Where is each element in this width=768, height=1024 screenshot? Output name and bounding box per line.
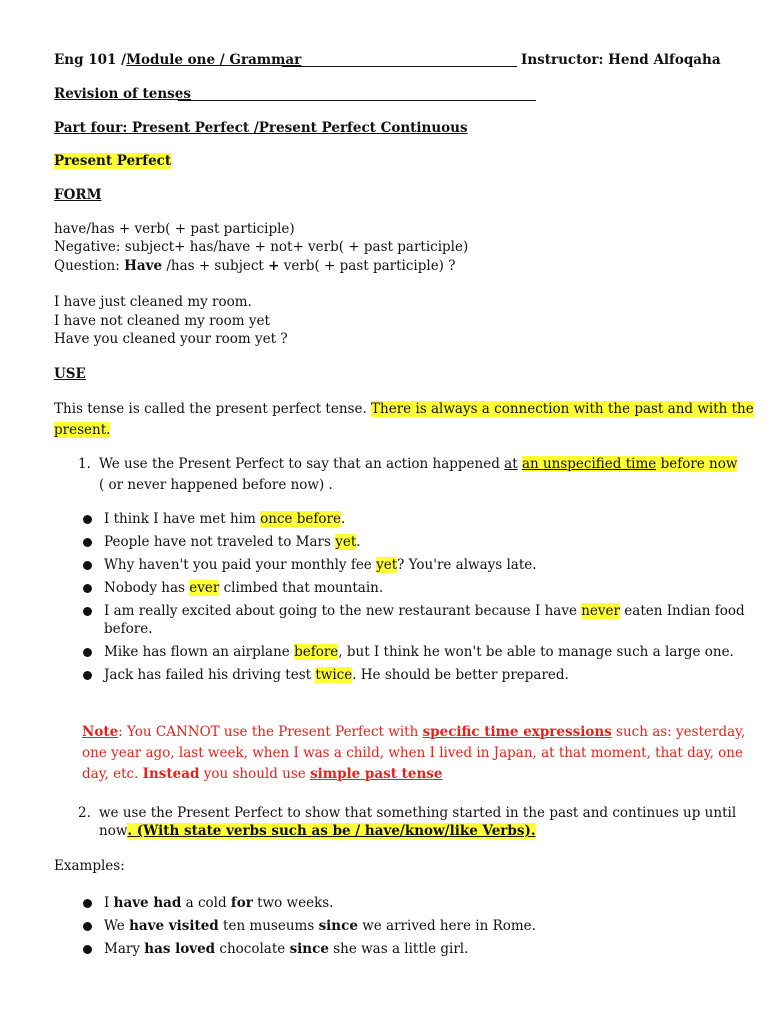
use-intro-line-2 <box>54 421 110 439</box>
bullet-icon <box>83 945 92 954</box>
point-1-at: at <box>504 456 518 472</box>
part-title: Part four: Present Perfect /Present Perfect Continuous <box>54 120 468 136</box>
bullet-5-text-line-2: before. <box>104 621 153 637</box>
note-line-3: day, etc. Instead you should use simple past tense <box>82 766 443 782</box>
example-bullet-1: I have had a cold for two weeks. <box>104 895 334 911</box>
form-example-3: Have you cleaned your room yet ? <box>54 331 288 347</box>
point-1-pre: We use the Present Perfect to say that an action happened <box>99 456 505 472</box>
example-bullet-3: Mary has loved chocolate since she was a little girl. <box>104 941 469 957</box>
point-1-before-now: before now <box>660 456 738 472</box>
use-heading: USE <box>54 366 86 382</box>
point-1-line-1 <box>99 455 737 473</box>
form-heading: FORM <box>54 187 102 203</box>
bullet-6-text: Mike has flown an airplane before, but I think he won't be able to manage such a large one. <box>104 644 734 660</box>
point-2-line-2: now. (With state verbs such as be / have/know/like Verbs). <box>99 823 536 839</box>
header-course <box>54 52 301 68</box>
point-1-number: 1. <box>78 456 91 472</box>
bullet-4-text: Nobody has ever climbed that mountain. <box>104 580 384 596</box>
question-pre: Question: <box>54 258 125 274</box>
form-example-2: I have not cleaned my room yet <box>54 313 270 329</box>
section-title: Revision of tenses <box>54 86 191 102</box>
bullet-icon <box>83 584 92 593</box>
example-bullet-2: We have visited ten museums since we arrived here in Rome. <box>104 918 536 934</box>
note-specific-time: specific time expressions <box>422 724 612 740</box>
note-line-2: one year ago, last week, when I was a child, when I lived in Japan, at that moment, that day, one <box>82 745 743 761</box>
point-2-state-verbs: . (With state verbs such as be / have/know/like Verbs). <box>127 823 536 839</box>
bullet-icon <box>83 899 92 908</box>
question-bold-plus: + <box>268 258 280 274</box>
form-example-1: I have just cleaned my room. <box>54 294 252 310</box>
bullet-icon <box>83 648 92 657</box>
intro-plain: This tense is called the present perfect tense. <box>54 401 372 417</box>
bullet-icon <box>83 515 92 524</box>
bullet-2-text: People have not traveled to Mars yet. <box>104 534 361 550</box>
question-bold-have: Have <box>124 258 163 274</box>
bullet-icon <box>83 538 92 547</box>
bullet-1-text: I think I have met him once before. <box>104 511 346 527</box>
note-simple-past: simple past tense <box>310 766 443 782</box>
bullet-3-text: Why haven't you paid your monthly fee yet? You're always late. <box>104 557 537 573</box>
note-line-1: Note: You CANNOT use the Present Perfect with specific time expressions such as: yesterday, <box>82 724 746 740</box>
question-post: verb( + past participle) ? <box>279 258 456 274</box>
question-mid: /has + subject <box>162 258 269 274</box>
bullet-7-text: Jack has failed his driving test twice. He should be better prepared. <box>104 667 569 683</box>
bullet-icon <box>83 607 92 616</box>
header-rule-1 <box>282 66 517 67</box>
intro-highlight-1: There is always a connection with the past and with the <box>371 401 754 417</box>
point-2-line-1: we use the Present Perfect to show that something started in the past and continues up until <box>99 805 737 821</box>
note-instead: Instead <box>142 766 200 782</box>
point-2-number: 2. <box>78 805 91 821</box>
bullet-5-text: I am really excited about going to the new restaurant because I have never eaten Indian food <box>104 603 745 619</box>
note-label: Note <box>82 724 119 740</box>
point-1-line-2: ( or never happened before now) . <box>99 477 333 493</box>
bullet-icon <box>83 922 92 931</box>
form-line-1: have/has + verb( + past participle) <box>54 221 295 237</box>
bullet-icon <box>83 561 92 570</box>
header-rule-2 <box>178 100 536 101</box>
instructor-label: Instructor: Hend Alfoqaha <box>521 52 721 68</box>
form-question <box>54 257 455 275</box>
module-label: Module one / Grammar <box>126 52 302 68</box>
intro-highlight-2: present. <box>54 422 111 438</box>
point-1-unspecified-time: an unspecified time <box>521 456 657 472</box>
topic-title <box>54 153 171 169</box>
topic-label: Present Perfect <box>54 153 172 169</box>
course-label: Eng 101 / <box>54 52 127 68</box>
use-intro-line-1 <box>54 400 754 418</box>
bullet-icon <box>83 671 92 680</box>
form-line-2: Negative: subject+ has/have + not+ verb( + past participle) <box>54 239 469 255</box>
examples-label: Examples: <box>54 858 125 874</box>
